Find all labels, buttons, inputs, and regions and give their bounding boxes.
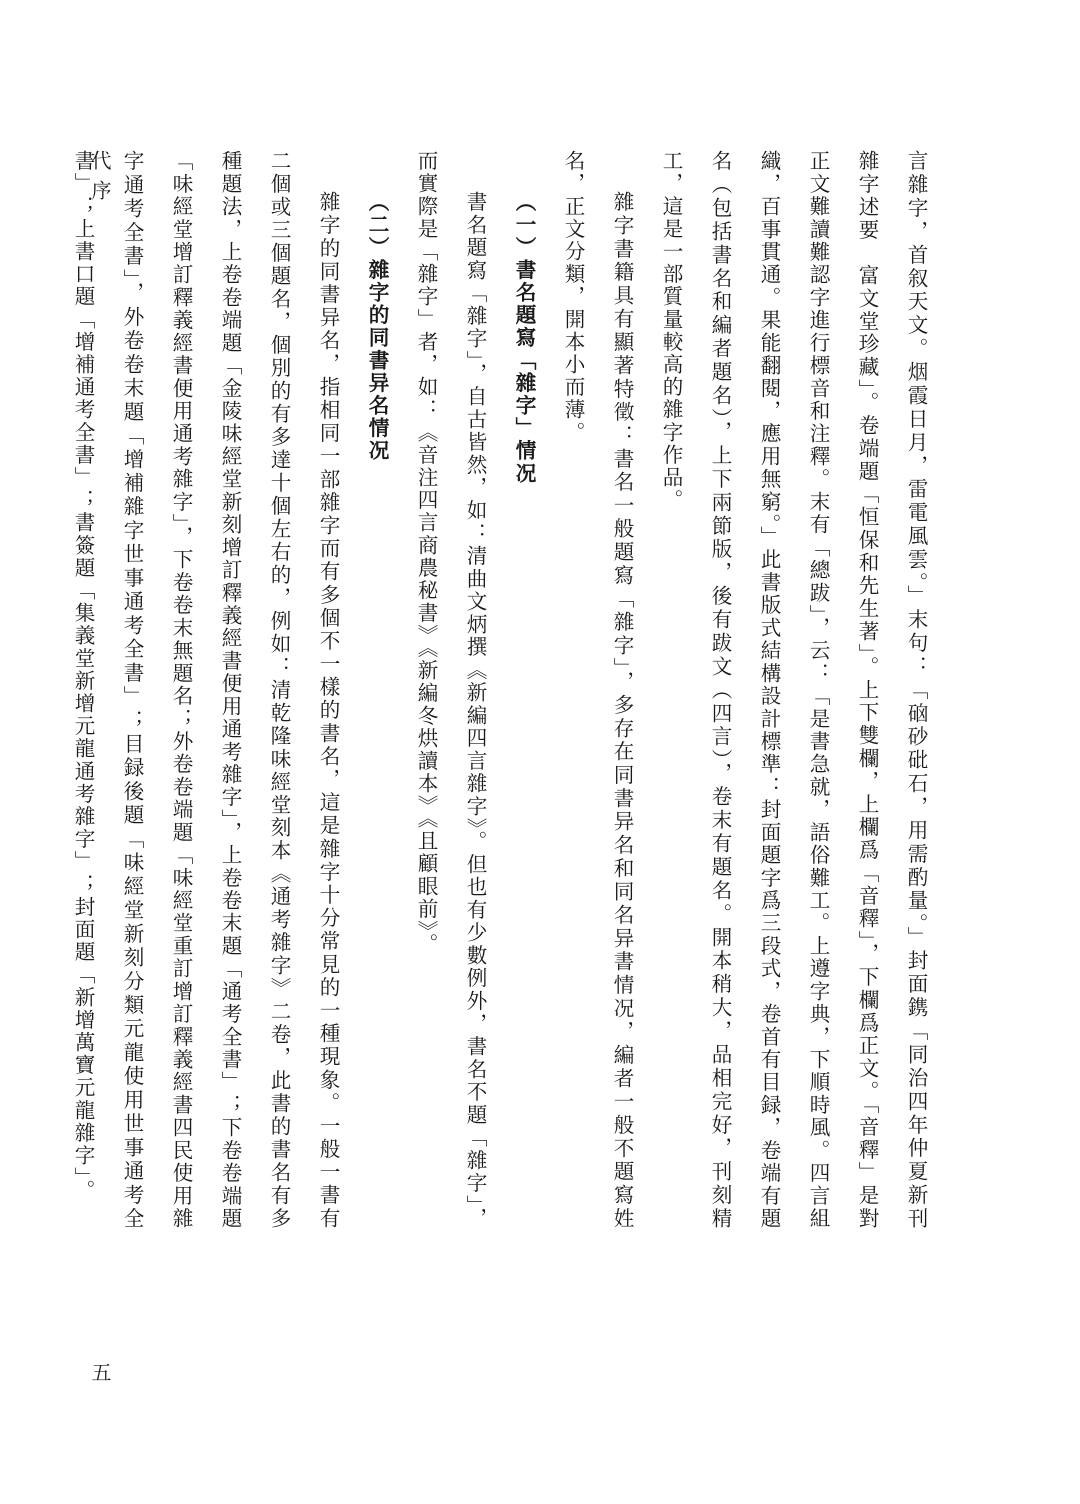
paragraph-features: 雜字書籍具有顯著特徵：書名一般題寫「雜字」，多存在同書异名和同名异書情况，編者一般不題寫姓名，正文分類，開本小而薄。: [561, 150, 634, 1230]
paragraph-continued: 言雜字，首叙天文。烟霞日月，雷電風雲。」末句：「硇砂砒石，用需酌量。」封面鎸「同治四年仲夏新刊 雜字述要 富文堂珍藏」。卷端題「恒保和先生著」。上下雙欄，上欄爲「音釋」，下欄爲正文。「音釋」是對正文難讀難認字進行標音和注釋。末有「總跋」，云：「是書急就，語俗難工。上遵字典，下順時風。四言組織，百事貫通。果能翻閱，應用無窮。」此書版式結構設計標準：封面題字爲三段式，卷首有目録，卷端有題名（包括書名和編者題名），上下兩節版，後有跋文（四言），卷末有題名。開本稍大，品相完好，刊刻精工，這是一部質量較高的雜字作品。: [659, 150, 928, 1253]
paragraph-title-writing: 書名題寫「雜字」，自古皆然，如：清曲文炳撰《新編四言雜字》。但也有少數例外，書名不題「雜字」，而實際是「雜字」者，如：《音注四言商農秘書》《新編冬烘讀本》《且顧眼前》。: [414, 150, 487, 1230]
section-heading-1: （一）書名題寫「雜字」情况: [512, 191, 536, 485]
paragraph-same-book-different-names: 雜字的同書异名，指相同一部雜字而有多個不一樣的書名，這是雜字十分常見的一種現象。一般一書有二個或三個題名，個別的有多達十個左右的，例如：清乾隆味經堂刻本《通考雜字》二卷，此書的書名有多種題法，上卷卷端題「金陵味經堂新刻增訂釋義經書便用通考雜字」，上卷卷末題「通考全書」；下卷卷端題「味經堂增訂釋義經書便用通考雜字」，下卷卷末無題名；外卷卷端題「味經堂重訂增訂釋義經書四民使用雜字通考全書」，外卷卷末題「增補雜字世事通考全書」；目録後題「味經堂新刻分類元龍使用世事通考全書」；上書口題「增補通考全書」；書簽題「集義堂新增元龍通考雜字」；封面題「新增萬寶元龍雜字」。: [71, 150, 340, 1230]
page-number: 五: [88, 1362, 112, 1382]
running-head: 代序: [88, 150, 112, 210]
section-heading-2: （二）雜字的同書异名情况: [365, 191, 389, 463]
